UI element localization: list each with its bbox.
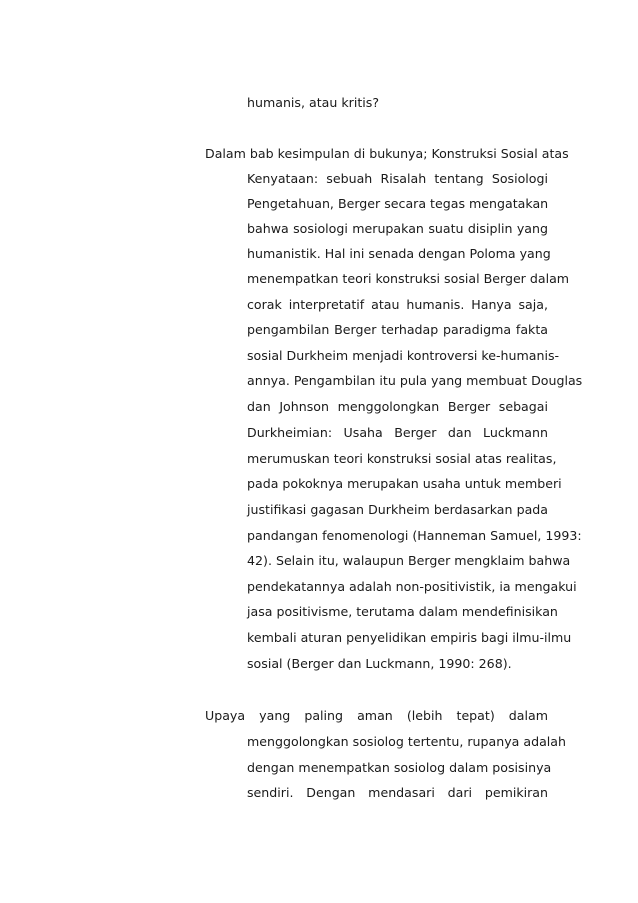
text-line: menggolongkan sosiolog tertentu, rupanya adalah (247, 734, 566, 749)
text-line: menempatkan teori konstruksi sosial Berger dalam (247, 271, 570, 286)
text-line: pendekatannya adalah non-positivistik, ia mengakui (247, 579, 577, 594)
text-line: humanistik. Hal ini senada dengan Poloma yang (247, 246, 551, 261)
text-line: kembali aturan penyelidikan empiris bagi ilmu-ilmu (247, 630, 572, 645)
text-line: sosial (Berger dan Luckmann, 1990: 268). (247, 656, 512, 671)
text-line: annya. Pengambilan itu pula yang membuat Douglas (247, 373, 583, 388)
text-line: pengambilan Berger terhadap paradigma fakta (247, 322, 548, 337)
text-line: Dalam bab kesimpulan di bukunya; Konstruksi Sosial atas (205, 146, 569, 161)
text-line: Upaya yang paling aman (lebih tepat) dalam (205, 708, 548, 723)
text-line: pada pokoknya merupakan usaha untuk memberi (247, 476, 562, 491)
text-line: merumuskan teori konstruksi sosial atas realitas, (247, 451, 557, 466)
text-line: justifikasi gagasan Durkheim berdasarkan pada (247, 502, 548, 517)
text-line: dan Johnson menggolongkan Berger sebagai (247, 399, 548, 414)
text-line: sosial Durkheim menjadi kontroversi ke-humanis- (247, 348, 560, 363)
text-line: Kenyataan: sebuah Risalah tentang Sosiologi (247, 171, 548, 186)
text-line: humanis, atau kritis? (247, 95, 380, 110)
text-line: corak interpretatif atau humanis. Hanya saja, (247, 297, 548, 312)
text-line: Pengetahuan, Berger secara tegas mengatakan (247, 196, 549, 211)
text-line: Durkheimian: Usaha Berger dan Luckmann (247, 425, 548, 440)
text-line: pandangan fenomenologi (Hanneman Samuel, 1993: (247, 528, 582, 543)
text-line: sendiri. Dengan mendasari dari pemikiran (247, 785, 548, 800)
text-line: bahwa sosiologi merupakan suatu disiplin yang (247, 221, 548, 236)
text-line: 42). Selain itu, walaupun Berger mengklaim bahwa (247, 553, 571, 568)
text-line: jasa positivisme, terutama dalam mendefinisikan (247, 604, 558, 619)
text-line: dengan menempatkan sosiolog dalam posisinya (247, 760, 552, 775)
